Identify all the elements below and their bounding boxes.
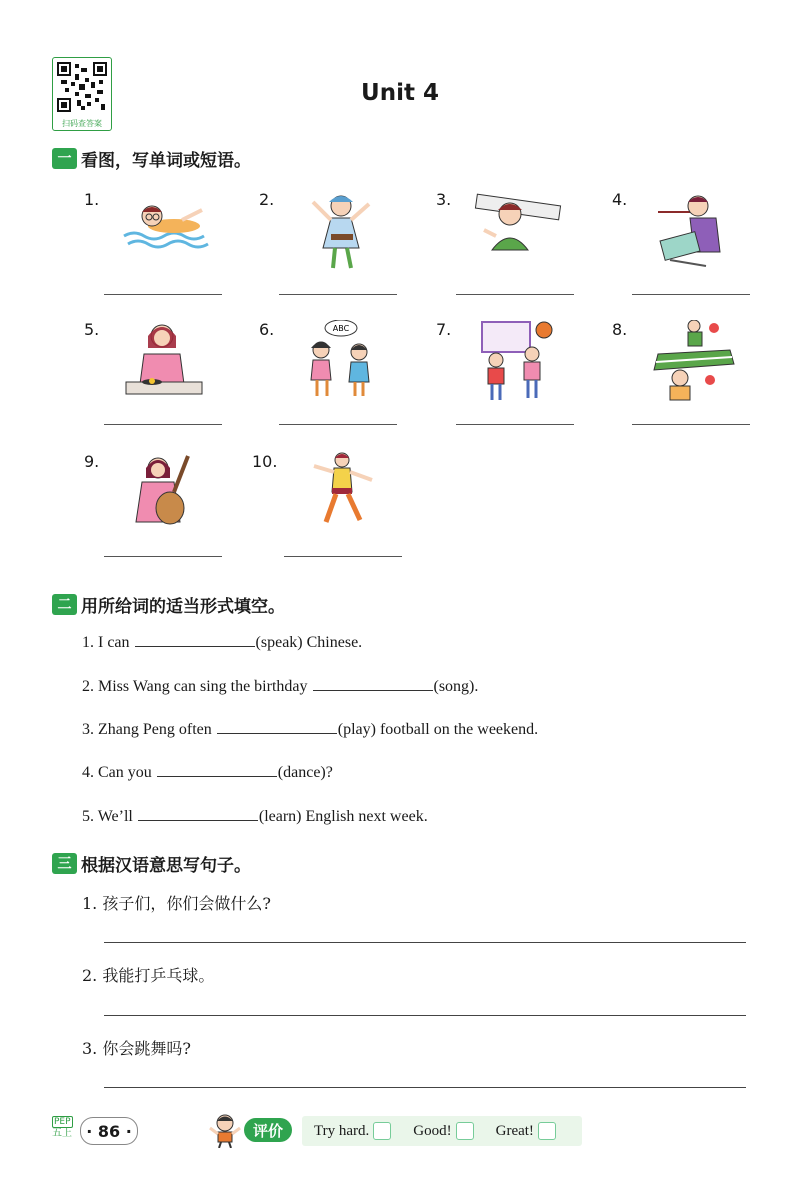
blank-input[interactable] [313,676,433,691]
kung-fu-boy-icon [298,452,386,536]
section-1-badge: 一 [52,148,77,169]
mascot-icon [208,1112,242,1148]
dancing-girl-icon [297,190,385,274]
answer-line[interactable] [456,294,574,295]
fill-text-before: 4. Can you [82,764,156,781]
eval-option-good[interactable] [413,1122,473,1140]
fill-blank-3 [82,719,538,739]
picture-item-6 [259,320,434,445]
section-1-header [52,146,251,170]
picture-item-2 [259,190,434,315]
eval-option-label: Try hard. [314,1122,370,1139]
eval-option-label: Good! [413,1122,452,1139]
answer-line[interactable] [632,424,750,425]
fill-text-after: (dance)? [277,764,333,781]
answer-line[interactable] [279,424,397,425]
pep-label: PEP [54,1117,71,1127]
answer-line[interactable] [279,294,397,295]
fill-text-after: (learn) English next week. [258,808,428,825]
picture-number: 5. [84,320,100,339]
picture-item-7 [436,320,611,445]
section-2-badge: 二 [52,594,77,615]
page-number: · 86 · [80,1117,138,1145]
picture-number: 10. [252,452,278,471]
answer-line[interactable] [104,294,222,295]
picture-item-4 [612,190,787,315]
speech-bubble-text: ABC [332,324,350,333]
speaking-english-kids-icon [297,320,385,404]
fill-text-before: 5. We’ll [82,808,137,825]
swimming-boy-icon [122,190,210,274]
answer-line[interactable] [284,556,402,557]
fill-text-after: (song). [433,678,479,695]
section-1-instruction: 看图，写单词或短语。 [81,150,251,171]
fill-text-before: 3. Zhang Peng often [82,721,216,738]
picture-item-3 [436,190,611,315]
picture-number: 4. [612,190,628,209]
section-3-badge: 三 [52,853,77,874]
page-title: Unit 4 [361,80,439,106]
writing-line-2[interactable] [104,1015,746,1016]
blank-input[interactable] [135,632,255,647]
blank-input[interactable] [217,719,337,734]
picture-number: 7. [436,320,452,339]
basketball-kids-icon [474,320,562,404]
eval-checkbox[interactable] [373,1122,391,1140]
picture-number: 8. [612,320,628,339]
cooking-woman-icon [122,320,210,404]
picture-number: 9. [84,452,100,471]
fill-text-before: 2. Miss Wang can sing the birthday [82,678,312,695]
eval-option-try-hard[interactable] [314,1122,391,1140]
fill-blank-4 [82,762,333,782]
drawing-boy-icon [650,190,738,274]
section-3-instruction: 根据汉语意思写句子。 [81,855,251,876]
fill-text-before: 1. I can [82,634,134,651]
answer-line[interactable] [456,424,574,425]
translation-question-2: 2. 我能打乒乓球。 [82,966,215,985]
picture-item-5 [84,320,259,445]
evaluation-badge: 评价 [244,1118,292,1142]
picture-number: 1. [84,190,100,209]
translation-question-1: 1. 孩子们，你们会做什么? [82,894,271,913]
fill-blank-1 [82,632,362,652]
fill-text-after: (play) football on the weekend. [337,721,539,738]
section-3-header [52,851,251,875]
fill-blank-5 [82,806,428,826]
eval-checkbox[interactable] [456,1122,474,1140]
footer-book-tag [52,1116,78,1142]
eval-option-label: Great! [495,1122,534,1139]
qr-label: 扫码查答案 [62,119,102,128]
section-2-header [52,592,285,616]
evaluation-bar [302,1116,582,1146]
answer-line[interactable] [104,556,222,557]
singing-boy-icon [474,190,562,274]
eval-checkbox[interactable] [538,1122,556,1140]
picture-item-10 [252,452,427,577]
picture-item-8 [612,320,787,445]
ping-pong-kids-icon [650,320,738,404]
section-2-instruction: 用所给词的适当形式填空。 [81,596,285,617]
fill-text-after: (speak) Chinese. [255,634,363,651]
picture-item-1 [84,190,259,315]
grade-label: 五上 [52,1128,72,1139]
pipa-girl-icon [122,452,210,536]
picture-item-9 [84,452,259,577]
answer-line[interactable] [632,294,750,295]
answer-line[interactable] [104,424,222,425]
writing-line-1[interactable] [104,942,746,943]
eval-option-great[interactable] [496,1122,556,1140]
picture-number: 6. [259,320,275,339]
blank-input[interactable] [138,806,258,821]
fill-blank-2 [82,676,478,696]
blank-input[interactable] [157,762,277,777]
translation-question-3: 3. 你会跳舞吗? [82,1039,191,1058]
writing-line-3[interactable] [104,1087,746,1088]
picture-number: 3. [436,190,452,209]
picture-number: 2. [259,190,275,209]
